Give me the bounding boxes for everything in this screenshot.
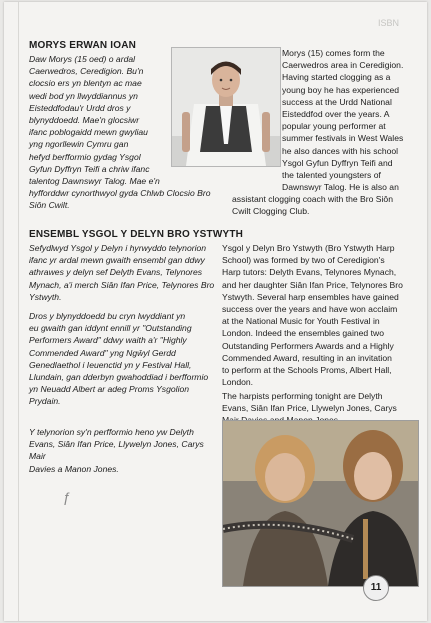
- programme-page: [4, 2, 427, 621]
- text-line: Evans, Siân Ifan Price, Llywelyn Jones, Carys Mair: [29, 439, 204, 462]
- harp-welsh-para-3: [29, 426, 219, 475]
- text-line: athrawes y delyn sef Delyth Evans, Telynores: [29, 267, 203, 278]
- text-line: Outstanding Performers Awards and a Highly: [222, 340, 394, 351]
- text-line: yng ngorllewin Cymru gan: [29, 139, 129, 150]
- text-line: Mynach, a'i merch Siân Ifan Price, Telynores Bro: [29, 279, 215, 290]
- text-line: Having started clogging as a: [282, 72, 391, 83]
- text-line: blynyddoedd. Mae'n glocsiwr: [29, 115, 140, 126]
- ink-mark-icon: ƒ: [63, 489, 71, 505]
- text-line: London.: [222, 377, 254, 388]
- text-line: Davies a Manon Jones.: [29, 463, 119, 474]
- text-line: Dros y blynyddoedd bu cryn lwyddiant yn: [29, 311, 186, 321]
- text-line: success over the years and have won acclaim: [222, 304, 398, 315]
- text-line: Harp tutors: Delyth Evans, Telynores Mynach,: [222, 267, 397, 278]
- harp-welsh-para-2: [29, 310, 219, 408]
- text-line: and her daughter Siân Ifan Price, Telynores Bro: [222, 279, 403, 290]
- text-line: wedi bod yn llwyddiannus yn: [29, 90, 138, 101]
- section-heading-harp-ensemble: ENSEMBL YSGOL Y DELYN BRO YSTWYTH: [29, 229, 244, 240]
- morys-welsh-text: [29, 53, 169, 187]
- text-line: at the National Music for Youth Festival in: [222, 316, 380, 327]
- text-line: Caerwedros, Ceredigion. Bu'n: [29, 66, 144, 77]
- text-line: hyfforddwr cynorthwyol gyda Chlwb Clocsio Bro: [29, 188, 211, 198]
- page-number: 11: [363, 575, 389, 601]
- text-line: Genedlaethol i Ieuenctid yn y Festival Hall,: [29, 359, 192, 370]
- text-line: eu gwaith gan iddynt ennill yr "Outstanding: [29, 323, 192, 334]
- harpists-photo: [222, 420, 419, 587]
- text-line: summer festivals in West Wales: [282, 133, 404, 144]
- text-line: Daw Morys (15 oed) o ardal: [29, 54, 136, 64]
- harp-english-para-1: [222, 242, 422, 388]
- text-line: hefyd berfformio gydag Ysgol: [29, 151, 141, 162]
- text-line: Eisteddfodau'r Urdd dros y: [29, 102, 131, 113]
- text-line: Ystwyth.: [29, 291, 62, 302]
- text-line: success at the Urdd National: [282, 96, 392, 107]
- text-line: Eisteddfod over the years. A: [282, 109, 390, 120]
- morys-welsh-text-cont: [29, 187, 229, 211]
- text-line: popular young performer at: [282, 121, 386, 132]
- text-line: clocsio ers yn blentyn ac mae: [29, 78, 142, 89]
- text-line: he also dances with his school: [282, 145, 399, 156]
- text-line: Evans, Siân Ifan Price, Llywelyn Jones, Carys: [222, 403, 397, 414]
- text-line: Performers Award" ddwy waith a'r "Highly: [29, 335, 187, 346]
- text-line: ifanc poblogaidd mewn gwyliau: [29, 127, 148, 138]
- text-line: Sefydlwyd Ysgol y Delyn i hyrwyddo telynorion: [29, 243, 207, 253]
- text-line: Caerwedros area in Ceredigion.: [282, 60, 404, 71]
- morys-english-text-cont: [232, 193, 422, 217]
- text-line: Siôn Cwilt.: [29, 200, 70, 211]
- text-line: Morys (15) comes form the: [282, 48, 385, 58]
- page-fold-line: [18, 2, 19, 621]
- section-heading-morys: MORYS ERWAN IOAN: [29, 40, 137, 51]
- text-line: Commended Award" yng Ngŵyl Gerdd: [29, 347, 176, 358]
- text-line: Commended Award, resulting in an invitation: [222, 352, 392, 363]
- corner-mark: ISBN: [377, 18, 399, 28]
- text-line: Prydain.: [29, 396, 61, 407]
- text-line: to perform at the Schools Proms, Albert Hall,: [222, 365, 392, 376]
- morys-portrait-photo: [171, 47, 281, 167]
- text-line: Ysgol Gyfun Dyffryn Teifi and: [282, 157, 393, 168]
- text-line: Llundain, gan dderbyn gwahoddiad i berfformio: [29, 372, 209, 383]
- text-line: Ysgol y Delyn Bro Ystwyth (Bro Ystwyth Harp: [222, 243, 395, 253]
- text-line: Dawnswyr Talog. He is also an: [282, 182, 399, 193]
- text-line: Y telynorion sy'n perfformio heno yw Delyth: [29, 427, 194, 437]
- text-line: The harpists performing tonight are Delyth: [222, 391, 383, 401]
- text-line: Ystwyth. Several harp ensembles have gained: [222, 291, 399, 302]
- text-line: assistant clogging coach with the Bro Siôn: [232, 194, 393, 204]
- morys-english-text: [282, 47, 422, 193]
- text-line: Gyfun Dyffryn Teifi a chriw ifanc: [29, 163, 150, 174]
- text-line: London. Indeed the ensembles gained two: [222, 328, 384, 339]
- text-line: ifanc yr ardal mewn gwaith ensembl gan ddwy: [29, 255, 205, 266]
- text-line: School) was formed by two of Ceredigion's: [222, 255, 385, 266]
- text-line: the talented youngsters of: [282, 170, 381, 181]
- text-line: young boy he has experienced: [282, 84, 400, 95]
- text-line: yn Neuadd Albert ar adeg Proms Ysgolion: [29, 384, 190, 395]
- text-line: talentog Dawnswyr Talog. Mae e'n: [29, 176, 160, 187]
- text-line: Cwilt Clogging Club.: [232, 206, 310, 217]
- harp-welsh-para-1: [29, 242, 219, 303]
